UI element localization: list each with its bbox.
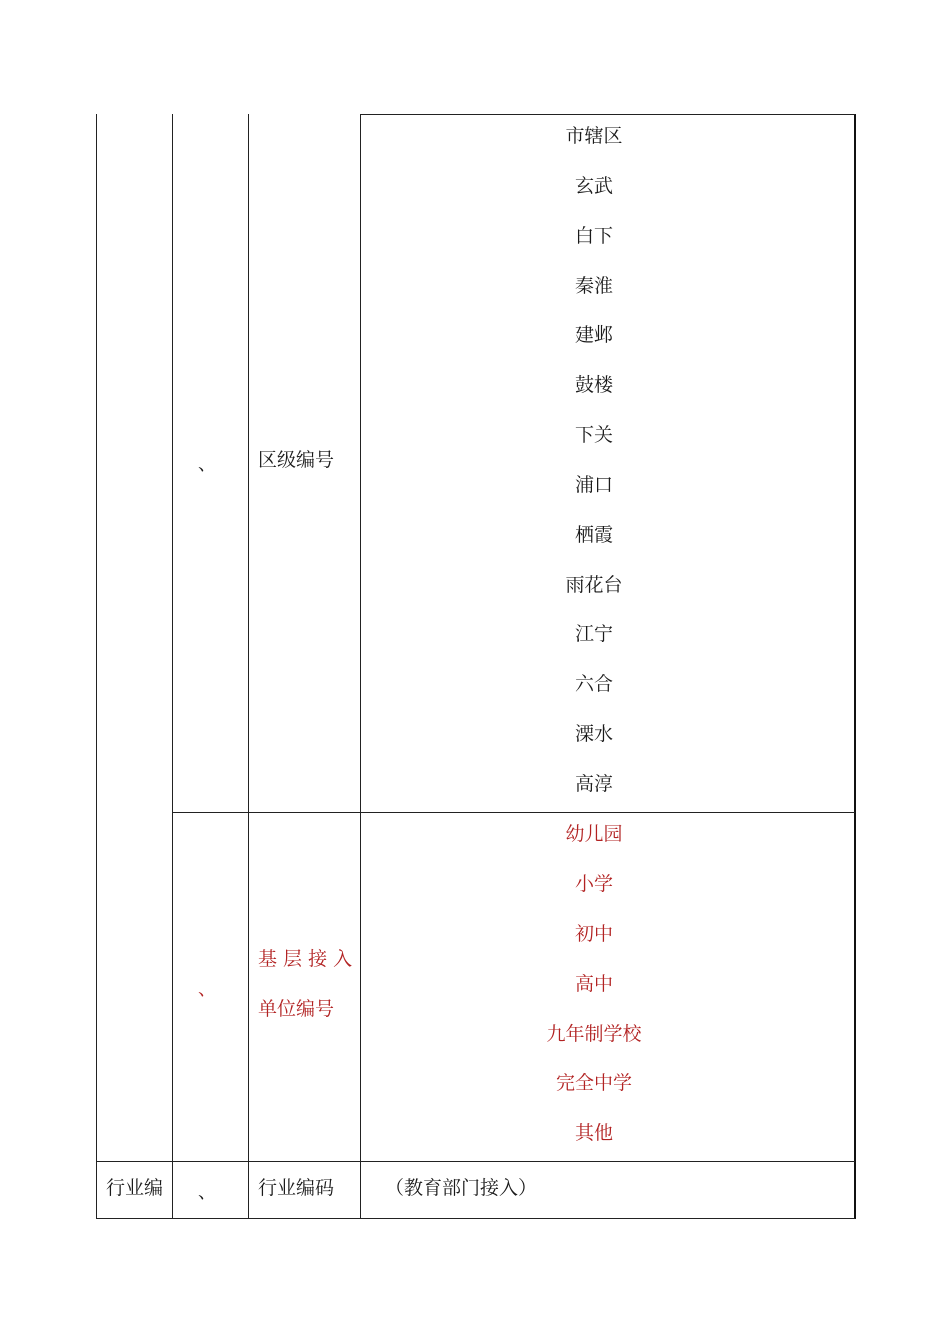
table-border-left	[96, 114, 97, 1219]
district-code-label: 区级编号	[258, 449, 335, 471]
list-item: 完全中学	[555, 1072, 632, 1094]
list-item: 江宁	[574, 623, 613, 645]
list-item: 秦淮	[574, 275, 613, 297]
table-border-right	[854, 114, 856, 1219]
list-item: 玄武	[574, 175, 613, 197]
list-item: 九年制学校	[546, 1023, 642, 1045]
enumeration-mark: 、	[198, 454, 216, 475]
list-item: 幼儿园	[565, 823, 623, 845]
list-item: 浦口	[574, 474, 613, 496]
industry-code-value: （教育部门接入）	[385, 1177, 538, 1199]
industry-column-header: 行业编	[106, 1177, 164, 1199]
table-top-border	[360, 114, 855, 115]
list-item: 白下	[574, 225, 613, 247]
list-item: 初中	[574, 923, 613, 945]
enumeration-mark: 、	[198, 979, 216, 1000]
list-item: 栖霞	[574, 524, 613, 546]
enumeration-mark: 、	[198, 1182, 216, 1203]
list-item: 下关	[574, 424, 613, 446]
row-divider	[172, 812, 855, 813]
table-bottom-border	[96, 1218, 855, 1219]
list-item: 鼓楼	[574, 374, 613, 396]
table-column-divider	[172, 114, 173, 1219]
list-item: 小学	[574, 873, 613, 895]
list-item: 雨花台	[565, 574, 623, 596]
list-item: 市辖区	[565, 125, 623, 147]
unit-code-label-line2: 单位编号	[258, 998, 335, 1020]
table-column-divider	[360, 114, 361, 1219]
list-item: 高中	[574, 973, 613, 995]
industry-code-label: 行业编码	[258, 1177, 335, 1199]
list-item: 高淳	[574, 773, 613, 795]
row-divider	[96, 1161, 855, 1162]
unit-code-label-line1: 基 层 接 入	[258, 948, 353, 970]
list-item: 溧水	[574, 723, 613, 745]
table-column-divider	[248, 114, 249, 1219]
list-item: 建邺	[574, 324, 613, 346]
list-item: 六合	[574, 673, 613, 695]
list-item: 其他	[574, 1122, 613, 1144]
